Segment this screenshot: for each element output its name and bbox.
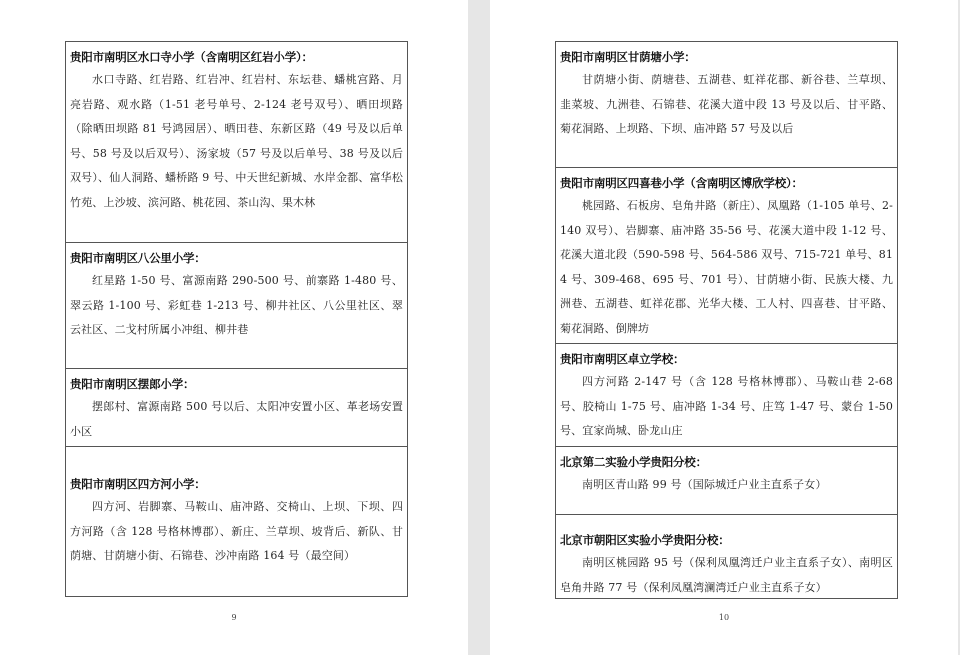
school-areas: 摆郎村、富源南路 500 号以后、太阳冲安置小区、革老场安置小区 bbox=[70, 400, 403, 438]
table-row bbox=[66, 243, 407, 369]
school-district-table bbox=[555, 41, 898, 599]
school-areas: 桃园路、石板房、皂角井路（新庄）、凤凰路（1-105 单号、2-140 双号）、岩脚寨、庙冲路 35-56 号、花溪大道中段 1-12 号、花溪大道北段（590-598 号、564-586 双号、715-721 单号、814 号、309-468、695 号、701 号）、甘荫塘小街、民族大楼、九洲巷、五湖巷、虹祥花郡、光华大楼、工人村、四喜巷、甘平路、菊花洞路、倒牌坊 bbox=[560, 199, 893, 335]
table-row bbox=[66, 369, 407, 447]
school-name: 贵阳市南明区八公里小学： bbox=[70, 251, 206, 265]
school-areas: 甘荫塘小街、荫塘巷、五湖巷、虹祥花郡、新谷巷、兰草坝、韭菜坡、九洲巷、石锦巷、花溪大道中段 13 号及以后、甘平路、菊花洞路、上坝路、下坝、庙冲路 57 号及以后 bbox=[560, 73, 893, 135]
school-areas: 南明区青山路 99 号（国际城迁户业主直系子女） bbox=[582, 478, 827, 491]
page-number: 10 bbox=[718, 613, 730, 622]
table-row bbox=[556, 447, 897, 515]
school-areas: 红星路 1-50 号、富源南路 290-500 号、前寨路 1-480 号、翠云路 1-100 号、彩虹巷 1-213 号、柳井社区、八公里社区、翠云社区、二戈村所属小冲组、柳井巷 bbox=[70, 274, 403, 336]
table-row bbox=[556, 42, 897, 168]
school-name: 北京市朝阳区实验小学贵阳分校： bbox=[560, 533, 730, 547]
page-number: 9 bbox=[231, 613, 237, 622]
school-areas: 水口寺路、红岩路、红岩冲、红岩村、东坛巷、蟠桃宫路、月亮岩路、观水路（1-51 老号单号、2-124 老号双号）、晒田坝路（除晒田坝路 81 号鸿园居）、晒田巷、东新区路（49 号及以后单号、58 号及以后双号）、汤家坡（57 号及以后单号、38 号及以后双号）、仙人洞路、蟠桥路 9 号、中天世纪新城、水岸金都、富华松竹苑、上沙坡、滨河路、桃花园、茶山沟、果木林 bbox=[70, 73, 403, 209]
school-name: 贵阳市南明区四喜巷小学（含南明区博欣学校）： bbox=[560, 176, 803, 190]
school-areas: 四方河、岩脚寨、马鞍山、庙冲路、交椅山、上坝、下坝、四方河路（含 128 号格林博郡）、新庄、兰草坝、坡背后、新队、甘荫塘、甘荫塘小街、石锦巷、沙冲南路 164 号（最空间） bbox=[70, 500, 403, 562]
school-name: 贵阳市南明区卓立学校： bbox=[560, 352, 685, 366]
table-row bbox=[66, 447, 407, 596]
page-9 bbox=[0, 0, 468, 655]
page-10 bbox=[490, 0, 958, 655]
table-row bbox=[556, 515, 897, 598]
school-district-table bbox=[65, 41, 408, 597]
table-row bbox=[556, 168, 897, 344]
school-name: 北京第二实验小学贵阳分校： bbox=[560, 455, 707, 469]
school-name: 贵阳市南明区四方河小学： bbox=[70, 477, 206, 491]
school-name: 贵阳市南明区水口寺小学（含南明区红岩小学）： bbox=[70, 50, 313, 64]
table-row bbox=[556, 344, 897, 447]
school-name: 贵阳市南明区摆郎小学： bbox=[70, 377, 195, 391]
table-row bbox=[66, 42, 407, 243]
school-areas: 南明区桃园路 95 号（保利凤凰湾迁户业主直系子女）、南明区皂角井路 77 号（保利凤凰湾澜湾迁户业主直系子女） bbox=[560, 556, 893, 594]
school-areas: 四方河路 2-147 号（含 128 号格林博郡）、马鞍山巷 2-68 号、胶椅山 1-75 号、庙冲路 1-34 号、庄笃 1-47 号、蒙台 1-50 号、宜家尚城、卧龙山庄 bbox=[560, 375, 893, 437]
school-name: 贵阳市南明区甘荫塘小学： bbox=[560, 50, 696, 64]
